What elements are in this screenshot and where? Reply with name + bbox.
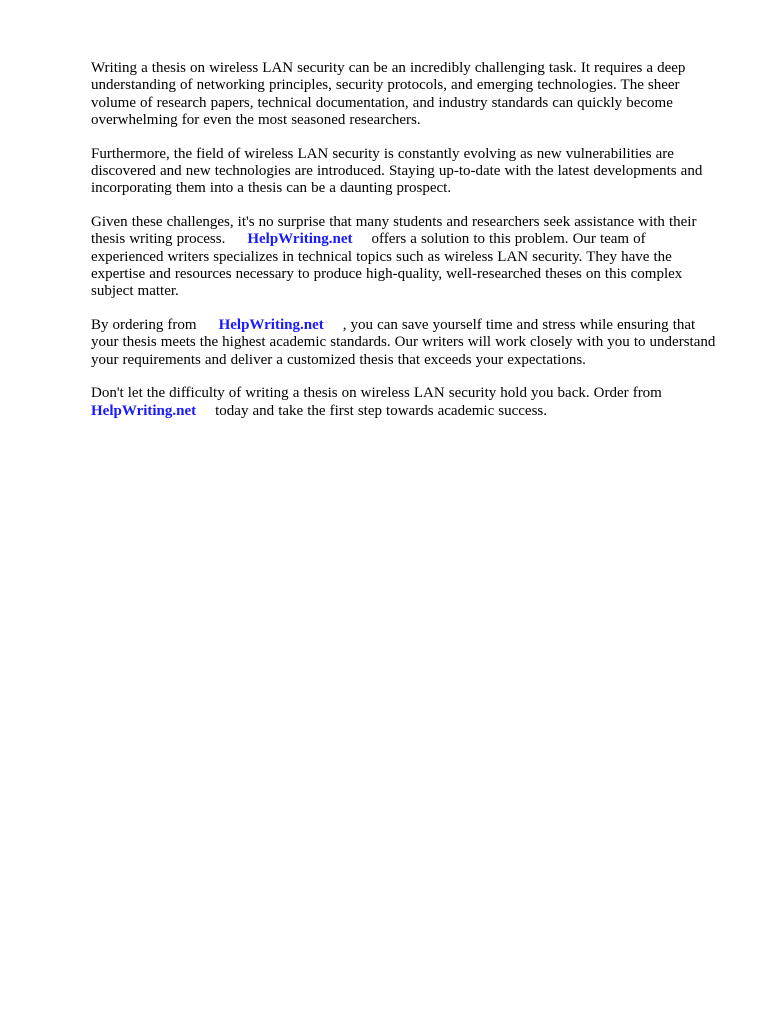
paragraph-assistance (91, 214, 721, 301)
paragraph-assistance-text-before: Given these challenges, it's no surprise that many students and researchers seek assistance with their thesis writing process. (91, 213, 697, 248)
helpwriting-link-1[interactable]: HelpWriting.net (247, 231, 353, 248)
helpwriting-link-2[interactable]: HelpWriting.net (218, 316, 324, 333)
paragraph-evolving-field: Furthermore, the field of wireless LAN security is constantly evolving as new vulnerabilities are discovered and new technologies are introduced. Staying up-to-date with the latest developments and incorporating them into a thesis can be a daunting prospect. (91, 145, 703, 197)
paragraph-call-to-action (91, 385, 721, 420)
helpwriting-link-3[interactable]: HelpWriting.net (91, 402, 197, 419)
paragraph-cta-text-after: today and take the first step towards academic success. (215, 402, 548, 419)
paragraph-ordering-text-after: , you can save yourself time and stress while ensuring that your thesis meets the highest academic standards. Our writers will work closely with you to understand your requirements and deliver a customized thesis that exceeds your expectations. (91, 316, 716, 368)
paragraph-assistance-text-after: offers a solution to this problem. Our team of experienced writers specializes in technical topics such as wireless LAN security. They have the expertise and resources necessary to produce high-quality, well-researched theses on this complex subject matter. (91, 231, 683, 300)
document-body (91, 60, 721, 436)
paragraph-cta-text-before: Don't let the difficulty of writing a thesis on wireless LAN security hold you back. Order from (91, 385, 662, 402)
paragraph-ordering-text-before: By ordering from (91, 316, 197, 333)
paragraph-ordering (91, 317, 721, 369)
paragraph-intro: Writing a thesis on wireless LAN security can be an incredibly challenging task. It requires a deep understanding of networking principles, security protocols, and emerging technologies. The sheer volume of research papers, technical documentation, and industry standards can quickly become overwhelming for even the most seasoned researchers. (91, 60, 686, 129)
